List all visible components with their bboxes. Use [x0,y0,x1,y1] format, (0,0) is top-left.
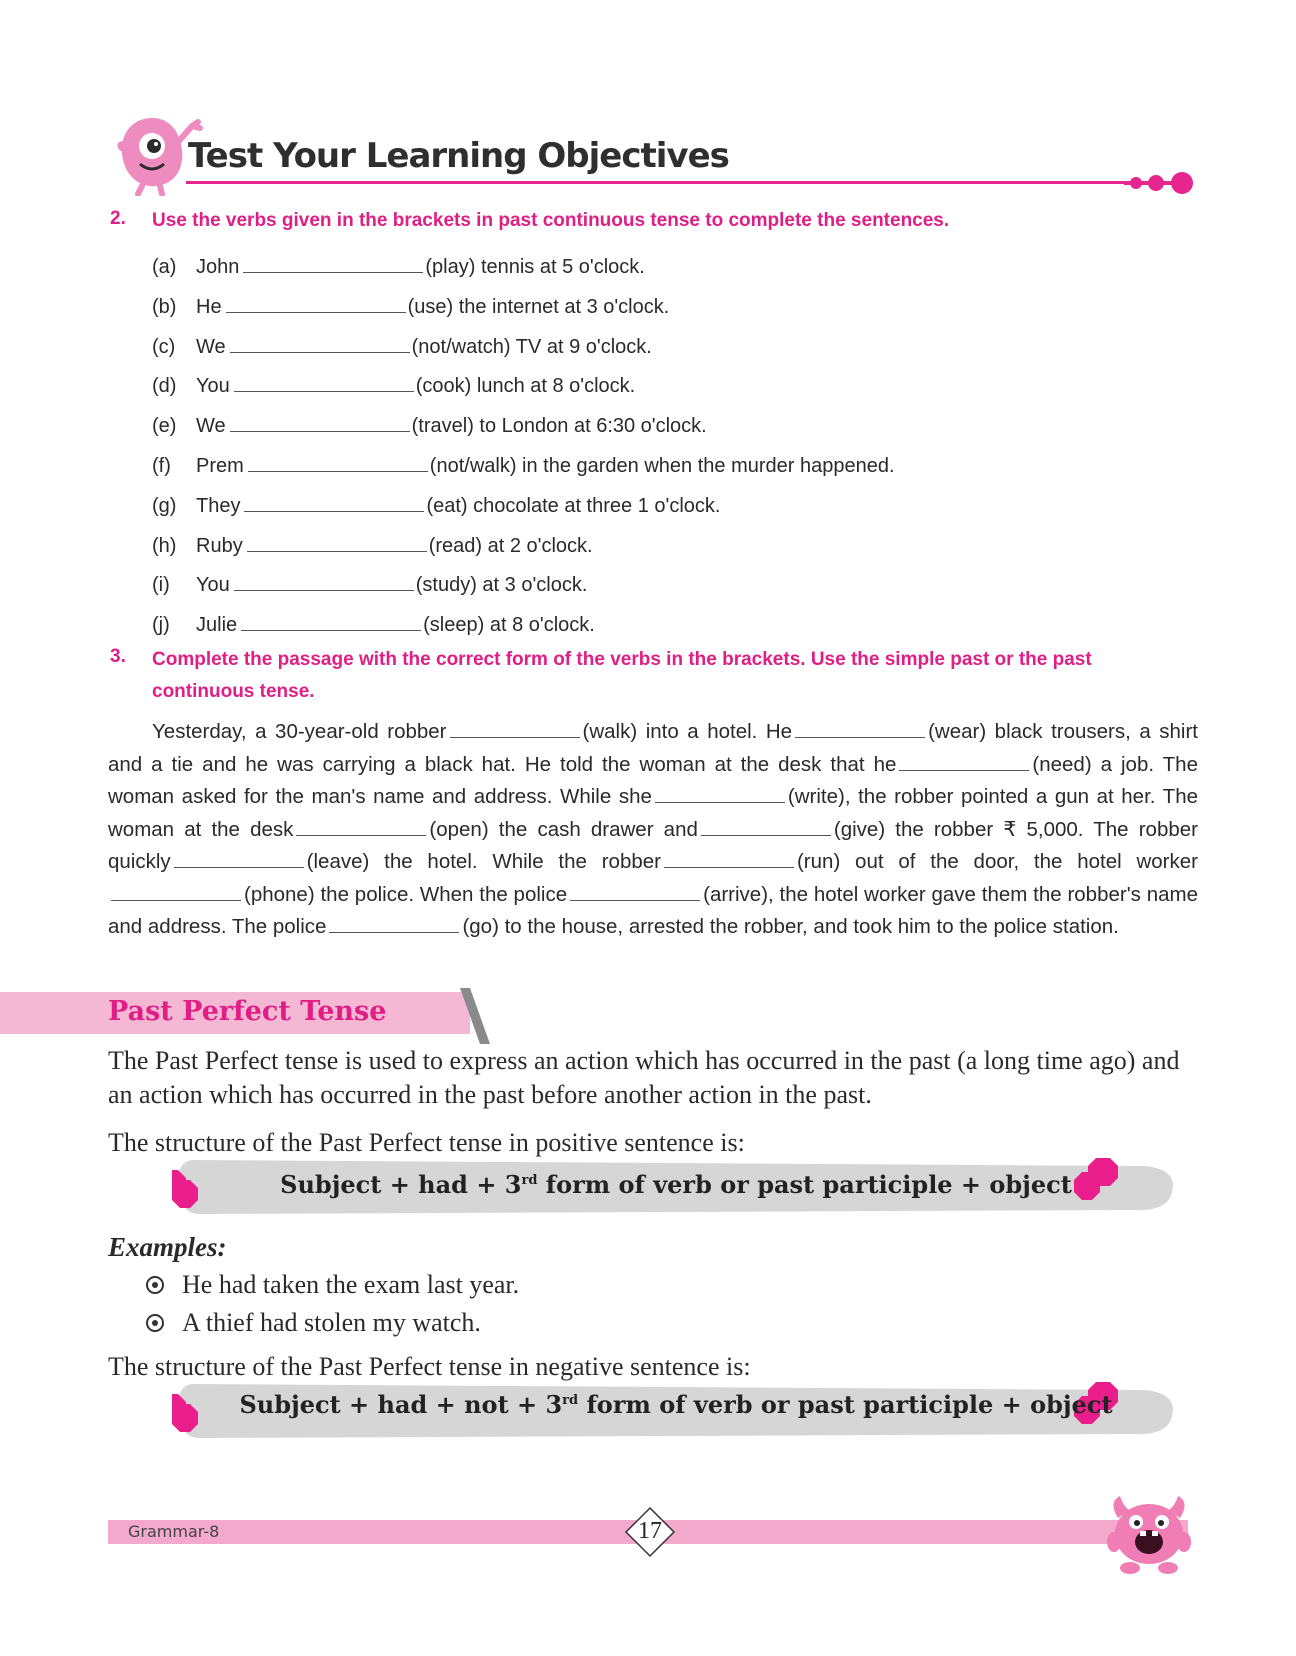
exercise-item [152,413,707,439]
example-item: He had taken the exam last year. [146,1270,519,1300]
answer-blank[interactable] [329,916,459,933]
exercise-item [152,493,720,519]
item-subject: Ruby [196,534,243,557]
q3-number: 3. [110,646,126,667]
answer-blank[interactable] [226,296,406,313]
answer-blank[interactable] [234,375,414,392]
item-rest: (travel) to London at 6:30 o'clock. [411,415,707,438]
positive-formula-post: form of verb or past participle + object [537,1170,1072,1199]
passage-segment: (go) to the house, arrested the robber, and took him to the police station. [462,915,1119,938]
section-band-slash [460,988,490,1044]
header-dots-icon [1124,170,1204,196]
bullet-icon [146,1276,164,1294]
item-rest: (read) at 2 o'clock. [428,534,593,557]
answer-blank[interactable] [795,721,925,738]
examples-label: Examples: [108,1232,227,1262]
header-rule [186,181,1146,184]
answer-blank[interactable] [234,574,414,591]
item-rest: (cook) lunch at 8 o'clock. [415,375,636,398]
answer-blank[interactable] [230,336,410,353]
monster-mascot-icon [1104,1488,1194,1576]
item-label: (j) [152,614,170,637]
item-subject: You [196,574,230,597]
answer-blank[interactable] [296,819,426,836]
answer-blank[interactable] [664,851,794,868]
item-rest: (play) tennis at 5 o'clock. [425,256,645,278]
passage-segment: (arrive), the hotel worker gave them the robber's name and address. The police [108,882,1198,938]
negative-formula-post: form of verb or past participle + object [578,1390,1113,1419]
item-label: (e) [152,415,177,438]
item-rest: (eat) chocolate at three 1 o'clock. [426,494,721,517]
passage-segment: Yesterday, a 30-year-old robber [152,720,447,743]
exercise-item [152,254,645,280]
negative-formula-pre: Subject + had + not + 3 [239,1390,563,1419]
item-subject: Julie [196,614,238,637]
exercise-item [152,334,652,360]
item-label: (g) [152,494,177,517]
exercise-item [152,294,669,320]
answer-blank[interactable] [241,614,421,631]
exercise-item [152,572,587,598]
item-label: (d) [152,375,177,398]
passage-segment: (walk) into a hotel. He [582,720,793,743]
item-label: (f) [152,455,171,477]
bullet-icon [146,1314,164,1332]
item-subject: We [196,335,226,358]
q3-passage [108,716,1198,944]
passage-segment: (wear) black trousers, a shirt and a tie and he was carrying a black hat. He told the woman at the desk that he [108,720,1198,776]
item-subject: He [196,295,222,318]
item-label: (h) [152,534,177,557]
exercise-item [152,612,595,638]
exercise-item [152,533,593,559]
exercise-item [152,453,895,479]
positive-formula-sup: rd [521,1173,538,1188]
negative-formula-sup: rd [562,1393,579,1408]
item-subject: Prem [196,455,244,477]
item-rest: (study) at 3 o'clock. [415,574,588,597]
section-title: Past Perfect Tense [108,996,387,1027]
page-number: 17 [638,1518,662,1544]
positive-formula-pre: Subject + had + 3 [280,1170,522,1199]
answer-blank[interactable] [244,495,424,512]
example-item: A thief had stolen my watch. [146,1308,481,1338]
passage-segment: (write), the robber pointed a gun at her. The woman at the desk [108,785,1199,841]
item-label: (i) [152,574,170,597]
passage-segment: (run) out of the door, the hotel worker [796,850,1198,873]
item-label: (b) [152,295,177,318]
answer-blank[interactable] [450,721,580,738]
item-subject: They [196,494,241,517]
answer-blank[interactable] [248,455,428,472]
item-rest: (not/watch) TV at 9 o'clock. [411,335,652,358]
item-rest: (not/walk) in the garden when the murder happened. [429,455,895,477]
item-label: (c) [152,335,176,358]
passage-segment: (give) the robber ₹ 5,000. The robber quickly [108,817,1198,873]
answer-blank[interactable] [247,535,427,552]
definition-paragraph: The Past Perfect tense is used to express an action which has occurred in the past (a long time ago) and an action which has occurred in the past before another action in the past. [108,1046,1180,1109]
answer-blank[interactable] [111,884,241,901]
item-subject: John [196,256,240,278]
passage-segment: (phone) the police. When the police [244,882,568,906]
answer-blank[interactable] [243,256,423,273]
item-rest: (use) the internet at 3 o'clock. [407,295,670,318]
negative-formula [172,1390,1180,1419]
passage-segment: (open) the cash drawer and [429,817,698,841]
answer-blank[interactable] [655,786,785,803]
item-subject: You [196,375,230,398]
passage-segment: (leave) the hotel. While the robber [306,850,661,873]
item-subject: We [196,415,226,438]
item-label: (a) [152,256,177,278]
answer-blank[interactable] [230,415,410,432]
positive-structure-intro: The structure of the Past Perfect tense in positive sentence is: [108,1128,745,1157]
q2-instruction: Use the verbs given in the brackets in past continuous tense to complete the sentences. [152,210,950,231]
page-header-title: Test Your Learning Objectives [188,136,729,176]
answer-blank[interactable] [899,754,1029,771]
exercise-item [152,373,635,399]
answer-blank[interactable] [174,851,304,868]
answer-blank[interactable] [701,819,831,836]
item-rest: (sleep) at 8 o'clock. [423,614,595,637]
passage-segment: (need) a job. The woman asked for the man's name and address. While she [108,752,1198,808]
negative-formula-box [172,1380,1180,1440]
negative-structure-intro: The structure of the Past Perfect tense in negative sentence is: [108,1352,751,1381]
q3-instruction: Complete the passage with the correct form of the verbs in the brackets. Use the simple past or the past continuous tense. [152,649,1092,702]
positive-formula [172,1170,1180,1199]
answer-blank[interactable] [570,884,700,901]
q2-number: 2. [110,208,126,229]
footer-book-label: Grammar-8 [128,1522,220,1541]
positive-formula-box [172,1156,1180,1216]
